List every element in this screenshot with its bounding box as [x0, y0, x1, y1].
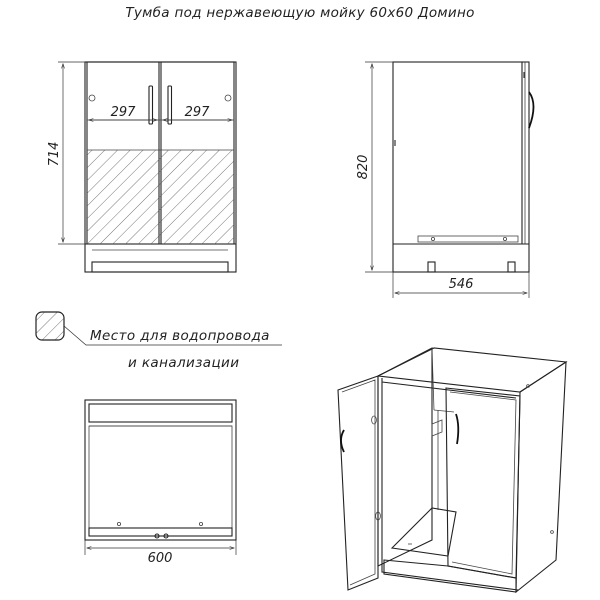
iso-door-left	[338, 376, 378, 590]
top-carcass	[85, 400, 236, 540]
drawing-title: Тумба под нержавеющую мойку 60х60 Домино	[125, 5, 475, 21]
legend-text-line1: Место для водопровода	[90, 328, 270, 344]
top-width-label: 600	[147, 551, 173, 566]
legend-hatch-swatch	[36, 312, 64, 340]
front-height-label: 714	[47, 141, 62, 167]
iso-side-panel	[516, 362, 566, 592]
front-handle-left	[149, 86, 153, 124]
door-width-right-label: 297	[184, 105, 210, 120]
plumbing-zone-hatch	[87, 150, 234, 244]
isometric-view	[338, 348, 566, 592]
side-view	[356, 62, 534, 298]
front-handle-right	[168, 86, 172, 124]
legend-text-line2: и канализации	[128, 355, 240, 371]
legend	[36, 312, 282, 371]
top-view	[85, 400, 236, 566]
door-width-left-label: 297	[110, 105, 136, 120]
side-panel	[393, 62, 529, 272]
side-handle	[529, 92, 534, 128]
side-height-label: 820	[356, 154, 371, 180]
iso-handle-right	[456, 414, 458, 444]
side-depth-label: 546	[448, 277, 474, 292]
front-view	[47, 62, 236, 272]
